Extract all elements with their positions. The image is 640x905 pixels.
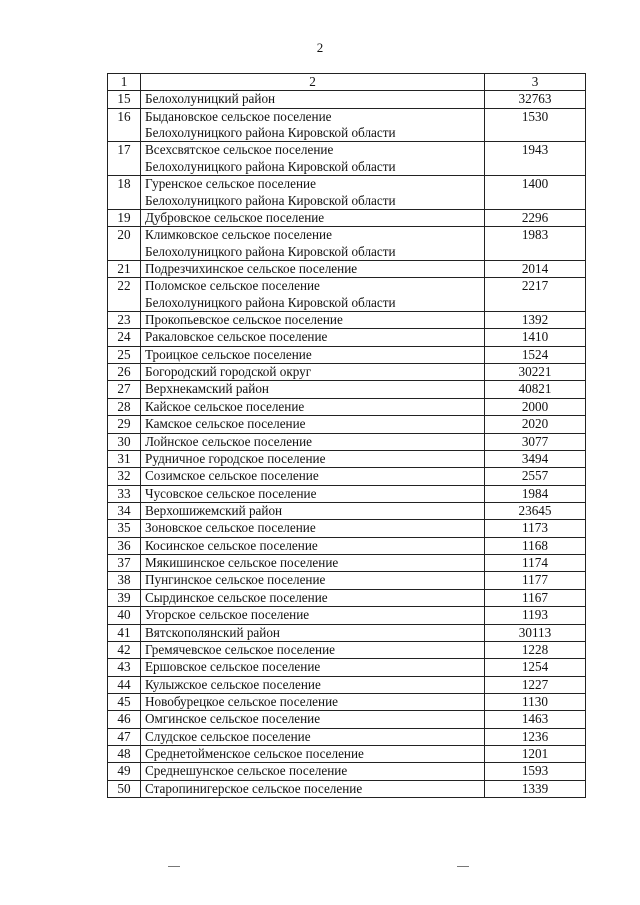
row-number: 34: [108, 502, 141, 519]
population-value: 1227: [485, 676, 586, 693]
population-value: 3077: [485, 433, 586, 450]
population-value: 2014: [485, 260, 586, 277]
table-row: [108, 346, 586, 363]
municipality-name: Старопинигерское сельское поселение: [141, 780, 485, 797]
municipality-name: Подрезчихинское сельское поселение: [141, 260, 485, 277]
table-row: [108, 763, 586, 780]
table-row: [108, 142, 586, 176]
municipality-name: Верхнекамский район: [141, 381, 485, 398]
municipality-name: Лойнское сельское поселение: [141, 433, 485, 450]
row-number: 27: [108, 381, 141, 398]
municipality-name: Кулыжское сельское поселение: [141, 676, 485, 693]
table-row: [108, 176, 586, 210]
population-value: 1530: [485, 108, 586, 142]
population-value: 40821: [485, 381, 586, 398]
table-row: [108, 209, 586, 226]
population-value: 2217: [485, 278, 586, 312]
table-row: [108, 676, 586, 693]
population-value: 2000: [485, 398, 586, 415]
table-row: [108, 278, 586, 312]
row-number: 49: [108, 763, 141, 780]
header-col-1: 1: [108, 74, 141, 91]
table-row: [108, 468, 586, 485]
municipality-name: Богородский городской округ: [141, 364, 485, 381]
row-number: 15: [108, 91, 141, 108]
row-number: 24: [108, 329, 141, 346]
population-value: 1177: [485, 572, 586, 589]
municipality-name: Поломское сельское поселение Белохолуницкого района Кировской области: [141, 278, 485, 312]
row-number: 31: [108, 450, 141, 467]
row-number: 25: [108, 346, 141, 363]
row-number: 48: [108, 746, 141, 763]
population-value: 30113: [485, 624, 586, 641]
population-value: 30221: [485, 364, 586, 381]
municipality-name: Гуренское сельское поселение Белохолуницкого района Кировской области: [141, 176, 485, 210]
header-col-3: 3: [485, 74, 586, 91]
table-row: [108, 537, 586, 554]
population-value: 1254: [485, 659, 586, 676]
municipality-name: Косинское сельское поселение: [141, 537, 485, 554]
row-number: 18: [108, 176, 141, 210]
row-number: 35: [108, 520, 141, 537]
municipality-name: Угорское сельское поселение: [141, 607, 485, 624]
population-value: 1236: [485, 728, 586, 745]
table-row: [108, 641, 586, 658]
population-value: 2296: [485, 209, 586, 226]
table-row: [108, 364, 586, 381]
table-row: [108, 659, 586, 676]
population-value: 1943: [485, 142, 586, 176]
scan-mark: [457, 866, 469, 867]
municipality-name: Ракаловское сельское поселение: [141, 329, 485, 346]
row-number: 26: [108, 364, 141, 381]
scan-mark: [168, 866, 180, 867]
population-value: 1400: [485, 176, 586, 210]
municipality-name: Прокопьевское сельское поселение: [141, 312, 485, 329]
table-row: [108, 624, 586, 641]
table-row: [108, 520, 586, 537]
row-number: 20: [108, 227, 141, 261]
row-number: 33: [108, 485, 141, 502]
population-value: 1168: [485, 537, 586, 554]
table-row: [108, 450, 586, 467]
table-row: [108, 433, 586, 450]
table-row: [108, 746, 586, 763]
population-value: 1228: [485, 641, 586, 658]
table-row: [108, 329, 586, 346]
row-number: 32: [108, 468, 141, 485]
population-value: 1463: [485, 711, 586, 728]
row-number: 39: [108, 589, 141, 606]
row-number: 30: [108, 433, 141, 450]
municipality-name: Всехсвятское сельское поселение Белохолуницкого района Кировской области: [141, 142, 485, 176]
row-number: 50: [108, 780, 141, 797]
row-number: 16: [108, 108, 141, 142]
municipality-name: Сырдинское сельское поселение: [141, 589, 485, 606]
table-row: [108, 312, 586, 329]
municipality-name: Климковское сельское поселение Белохолуницкого района Кировской области: [141, 227, 485, 261]
population-value: 1983: [485, 227, 586, 261]
population-value: 1174: [485, 555, 586, 572]
municipality-name: Слудское сельское поселение: [141, 728, 485, 745]
population-value: 2020: [485, 416, 586, 433]
population-value: 1201: [485, 746, 586, 763]
municipality-name: Гремячевское сельское поселение: [141, 641, 485, 658]
row-number: 38: [108, 572, 141, 589]
table-row: [108, 589, 586, 606]
table-row: [108, 260, 586, 277]
table-row: [108, 91, 586, 108]
municipality-name: Омгинское сельское поселение: [141, 711, 485, 728]
municipality-name: Чусовское сельское поселение: [141, 485, 485, 502]
municipality-name: Белохолуницкий район: [141, 91, 485, 108]
table-row: [108, 227, 586, 261]
row-number: 44: [108, 676, 141, 693]
row-number: 47: [108, 728, 141, 745]
table-row: [108, 607, 586, 624]
municipality-name: Вятскополянский район: [141, 624, 485, 641]
population-value: 1410: [485, 329, 586, 346]
row-number: 36: [108, 537, 141, 554]
table-row: [108, 728, 586, 745]
row-number: 45: [108, 693, 141, 710]
municipality-name: Мякишинское сельское поселение: [141, 555, 485, 572]
row-number: 21: [108, 260, 141, 277]
row-number: 19: [108, 209, 141, 226]
row-number: 17: [108, 142, 141, 176]
municipality-name: Ершовское сельское поселение: [141, 659, 485, 676]
row-number: 42: [108, 641, 141, 658]
table-row: [108, 381, 586, 398]
municipality-name: Зоновское сельское поселение: [141, 520, 485, 537]
municipality-name: Новобурецкое сельское поселение: [141, 693, 485, 710]
population-value: 1167: [485, 589, 586, 606]
municipality-name: Пунгинское сельское поселение: [141, 572, 485, 589]
row-number: 41: [108, 624, 141, 641]
row-number: 29: [108, 416, 141, 433]
row-number: 43: [108, 659, 141, 676]
municipality-name: Камское сельское поселение: [141, 416, 485, 433]
population-value: 1130: [485, 693, 586, 710]
row-number: 28: [108, 398, 141, 415]
table-row: [108, 416, 586, 433]
header-row: [108, 74, 586, 91]
row-number: 22: [108, 278, 141, 312]
population-value: 2557: [485, 468, 586, 485]
municipality-name: Троицкое сельское поселение: [141, 346, 485, 363]
table-row: [108, 711, 586, 728]
municipality-name: Среднетойменское сельское поселение: [141, 746, 485, 763]
header-col-2: 2: [141, 74, 485, 91]
row-number: 46: [108, 711, 141, 728]
population-value: 1984: [485, 485, 586, 502]
page-number: 2: [316, 40, 324, 55]
population-value: 32763: [485, 91, 586, 108]
row-number: 40: [108, 607, 141, 624]
municipality-name: Созимское сельское поселение: [141, 468, 485, 485]
row-number: 37: [108, 555, 141, 572]
row-number: 23: [108, 312, 141, 329]
table-row: [108, 693, 586, 710]
population-value: 1193: [485, 607, 586, 624]
population-value: 1339: [485, 780, 586, 797]
population-value: 23645: [485, 502, 586, 519]
municipality-name: Дубровское сельское поселение: [141, 209, 485, 226]
table-row: [108, 572, 586, 589]
table-row: [108, 555, 586, 572]
population-value: 1392: [485, 312, 586, 329]
table-row: [108, 398, 586, 415]
table-row: [108, 485, 586, 502]
municipality-name: Среднешунское сельское поселение: [141, 763, 485, 780]
municipality-name: Верхошижемский район: [141, 502, 485, 519]
data-table: [107, 73, 586, 798]
table-row: [108, 108, 586, 142]
population-value: 1524: [485, 346, 586, 363]
population-value: 3494: [485, 450, 586, 467]
population-value: 1593: [485, 763, 586, 780]
municipality-name: Рудничное городское поселение: [141, 450, 485, 467]
table-row: [108, 502, 586, 519]
table-row: [108, 780, 586, 797]
municipality-name: Быдановское сельское поселение Белохолуницкого района Кировской области: [141, 108, 485, 142]
population-value: 1173: [485, 520, 586, 537]
municipality-name: Кайское сельское поселение: [141, 398, 485, 415]
